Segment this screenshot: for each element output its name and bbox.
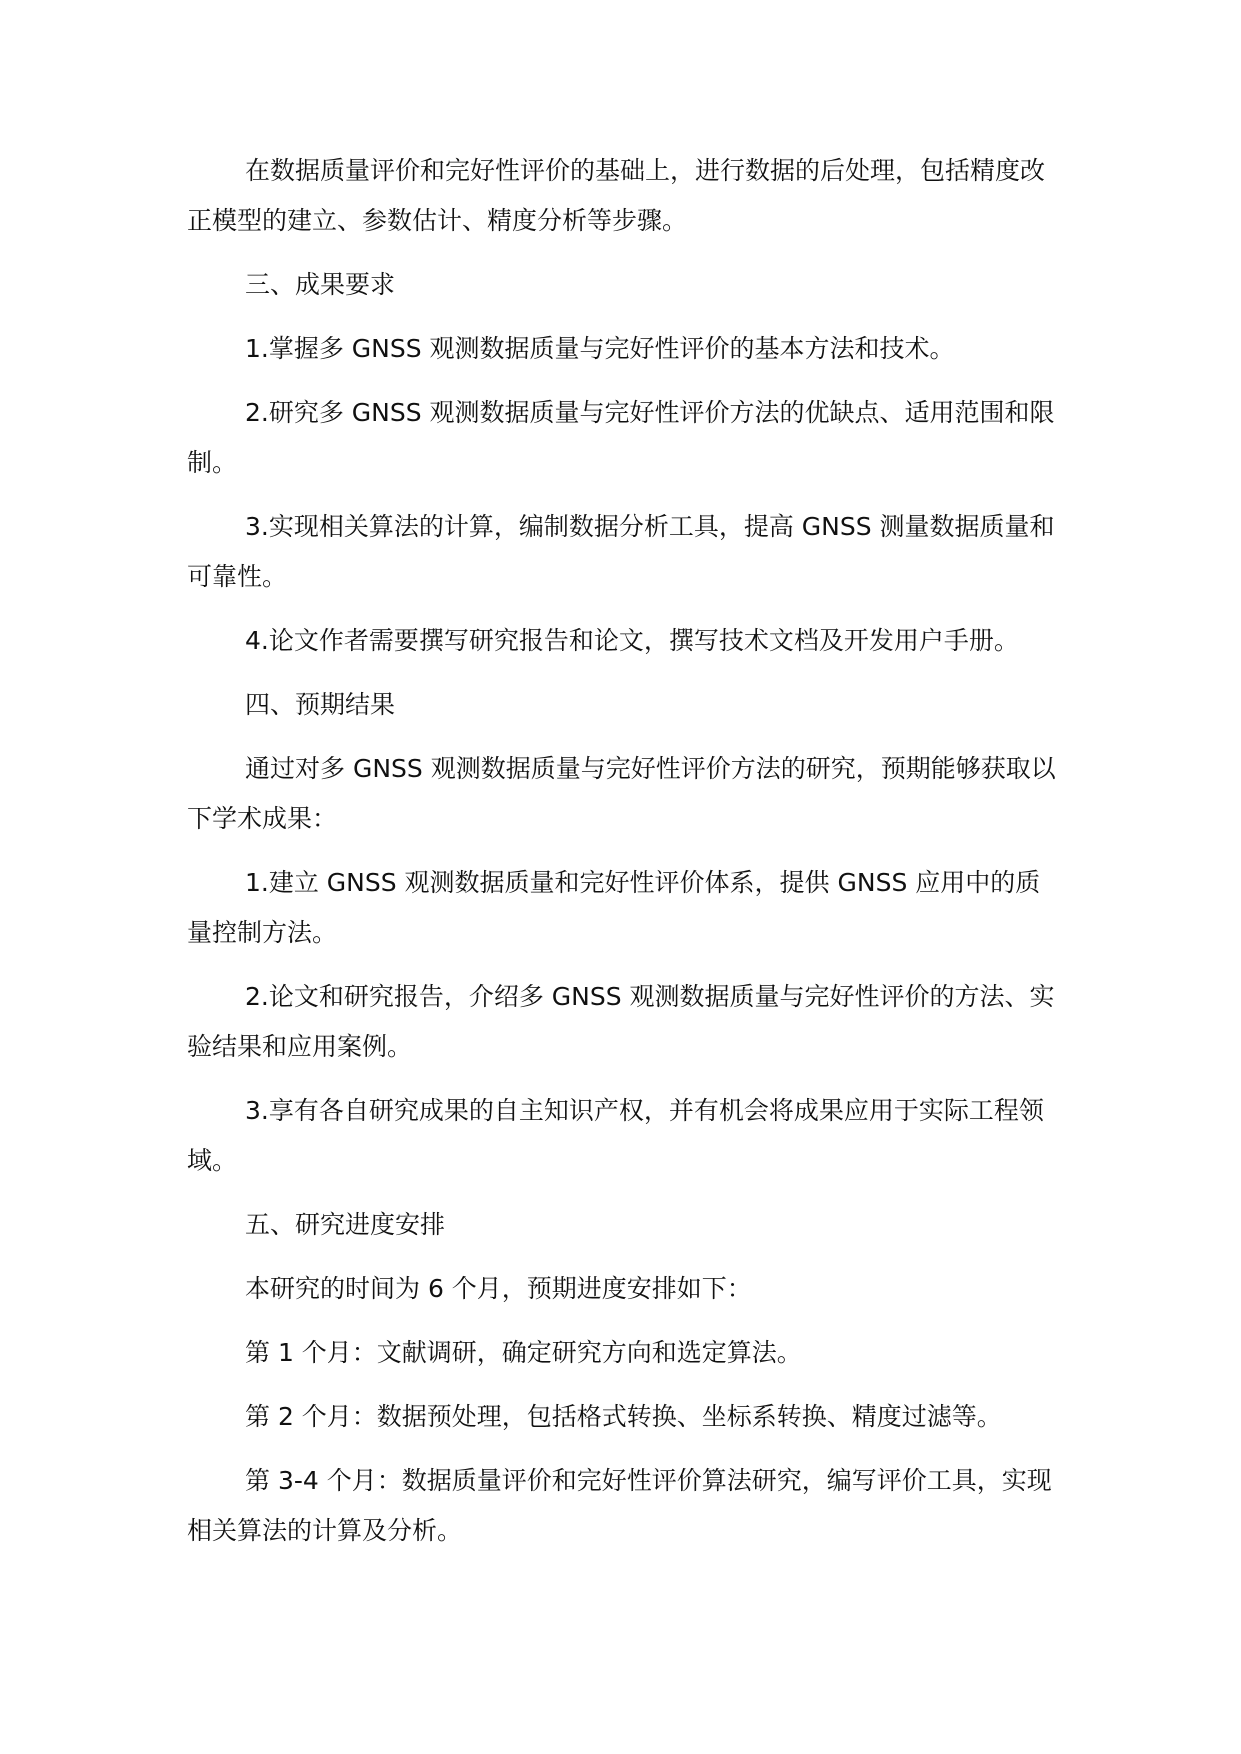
requirement-item-2: 2.研究多 GNSS 观测数据质量与完好性评价方法的优缺点、适用范围和限制。 <box>187 398 1055 477</box>
schedule-month-1: 第 1 个月：文献调研，确定研究方向和选定算法。 <box>245 1338 802 1367</box>
expected-result-item-1: 1.建立 GNSS 观测数据质量和完好性评价体系，提供 GNSS 应用中的质量控制方法。 <box>187 868 1041 947</box>
schedule-month-2: 第 2 个月：数据预处理，包括格式转换、坐标系转换、精度过滤等。 <box>245 1402 1002 1431</box>
section-heading-schedule: 五、研究进度安排 <box>245 1210 446 1239</box>
section-heading-expected-results: 四、预期结果 <box>245 690 396 719</box>
section-heading-results-requirements: 三、成果要求 <box>245 270 396 299</box>
requirement-item-3: 3.实现相关算法的计算，编制数据分析工具，提高 GNSS 测量数据质量和可靠性。 <box>187 512 1055 591</box>
requirement-item-4: 4.论文作者需要撰写研究报告和论文，撰写技术文档及开发用户手册。 <box>245 626 1019 655</box>
schedule-intro: 本研究的时间为 6 个月，预期进度安排如下： <box>245 1274 752 1303</box>
document-body <box>187 146 1057 1570</box>
requirement-item-1: 1.掌握多 GNSS 观测数据质量与完好性评价的基本方法和技术。 <box>245 334 955 363</box>
expected-result-item-3: 3.享有各自研究成果的自主知识产权，并有机会将成果应用于实际工程领域。 <box>187 1096 1044 1175</box>
schedule-month-3-4: 第 3-4 个月：数据质量评价和完好性评价算法研究，编写评价工具，实现相关算法的计算及分析。 <box>187 1466 1052 1545</box>
expected-result-item-2: 2.论文和研究报告，介绍多 GNSS 观测数据质量与完好性评价的方法、实验结果和应用案例。 <box>187 982 1055 1061</box>
paragraph-post-processing: 在数据质量评价和完好性评价的基础上，进行数据的后处理，包括精度改正模型的建立、参数估计、精度分析等步骤。 <box>187 156 1046 235</box>
expected-results-intro: 通过对多 GNSS 观测数据质量与完好性评价方法的研究，预期能够获取以下学术成果： <box>187 754 1056 833</box>
